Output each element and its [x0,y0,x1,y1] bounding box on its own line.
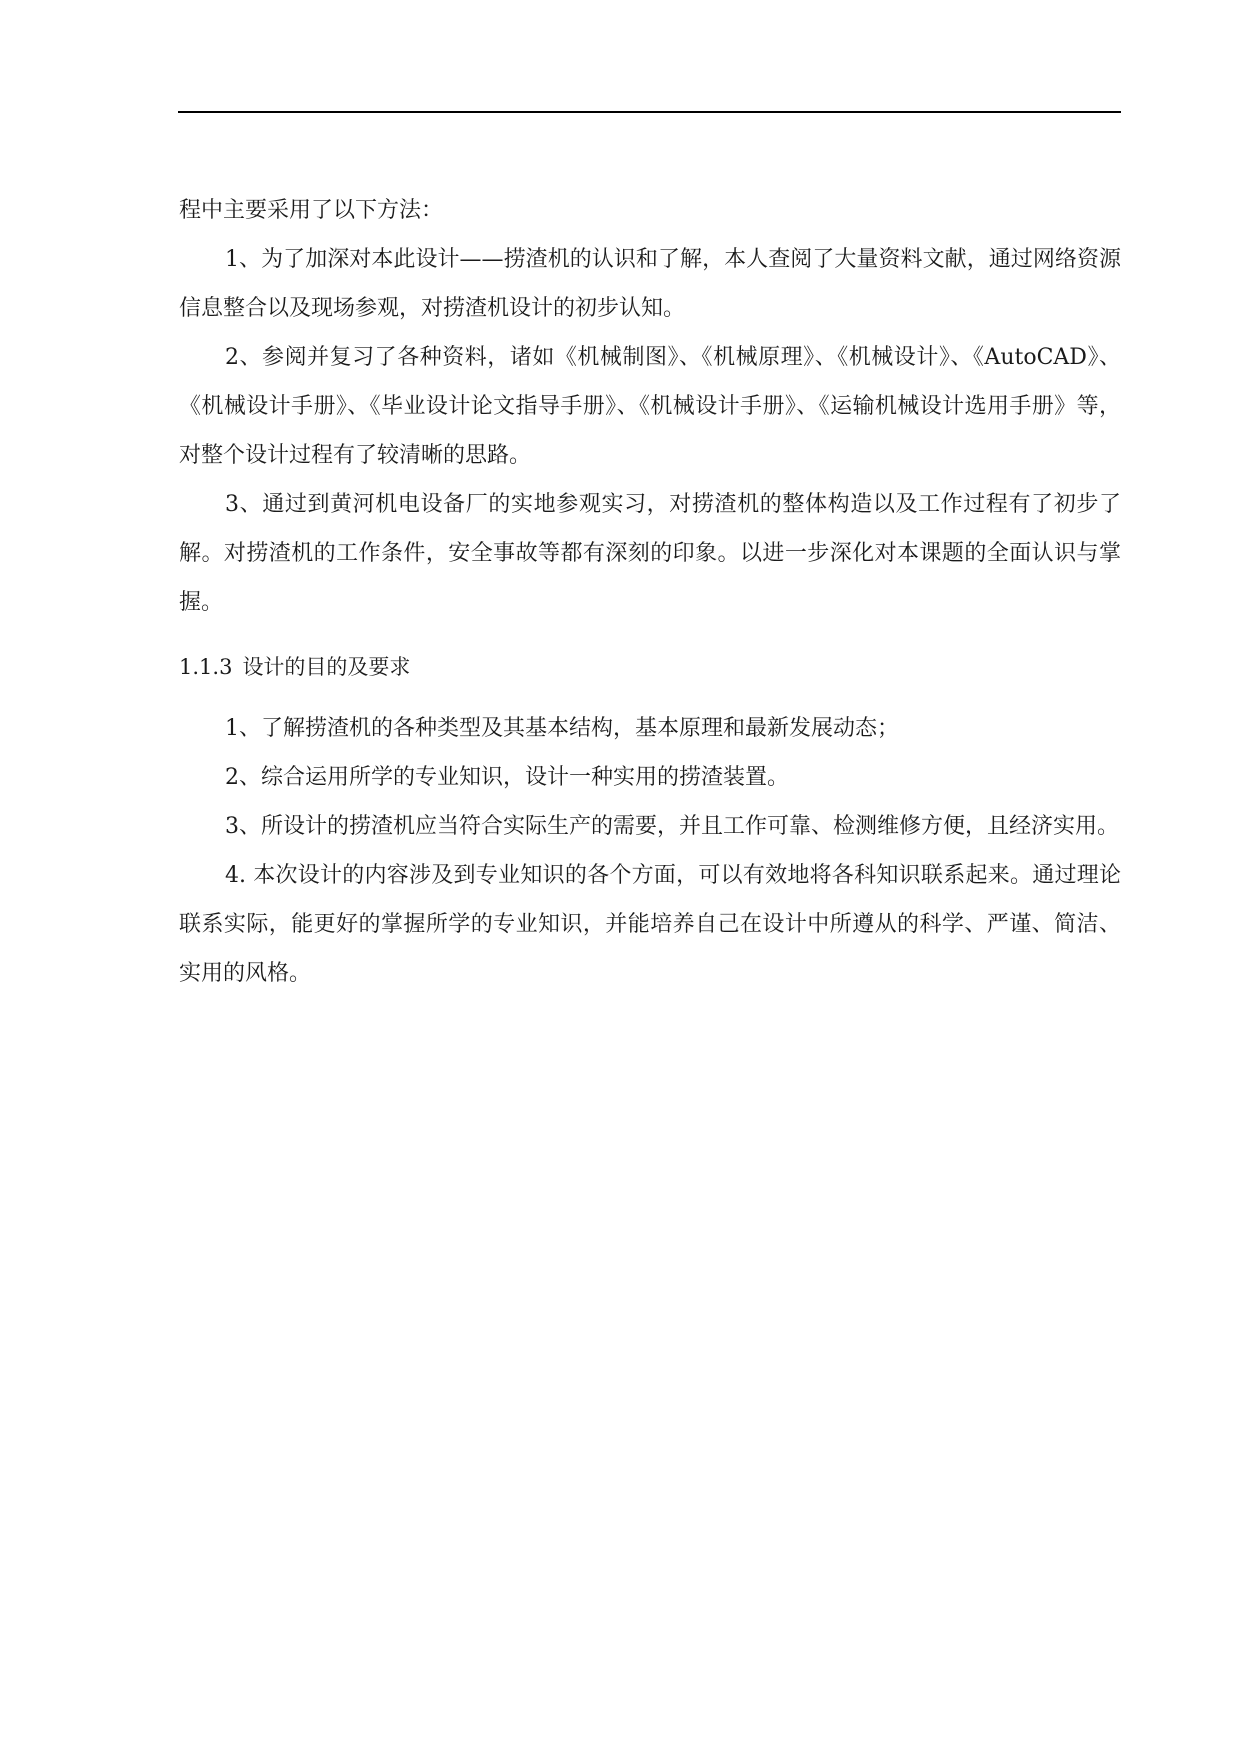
method-item-1: 1、为了加深对本此设计——捞渣机的认识和了解，本人查阅了大量资料文献，通过网络资源信息整合以及现场参观，对捞渣机设计的初步认知。 [179,247,1121,321]
method-item-3: 3、通过到黄河机电设备厂的实地参观实习，对捞渣机的整体构造以及工作过程有了初步了解。对捞渣机的工作条件，安全事故等都有深刻的印象。以进一步深化对本课题的全面认识与掌握。 [179,492,1121,615]
header-rule [178,111,1121,113]
requirement-item-4: 4. 本次设计的内容涉及到专业知识的各个方面，可以有效地将各科知识联系起来。通过理论联系实际，能更好的掌握所学的专业知识，并能培养自己在设计中所遵从的科学、严谨、简洁、实用的风格。 [179,863,1121,986]
section-number: 1.1.3 [179,655,233,679]
requirements-list [179,704,1121,998]
requirement-item-1: 1、了解捞渣机的各种类型及其基本结构，基本原理和最新发展动态； [225,716,899,741]
requirement-item-2: 2、综合运用所学的专业知识，设计一种实用的捞渣装置。 [225,765,789,790]
section-title: 设计的目的及要求 [242,655,411,679]
document-body [179,186,1121,998]
intro-line: 程中主要采用了以下方法： [179,198,444,223]
method-item-2: 2、参阅并复习了各种资料，诸如《机械制图》、《机械原理》、《机械设计》、《AutoCAD》、《机械设计手册》、《毕业设计论文指导手册》、《机械设计手册》、《运输机械设计选用手册》等，对整个设计过程有了较清晰的思路。 [179,345,1121,468]
requirement-item-3: 3、所设计的捞渣机应当符合实际生产的需要，并且工作可靠、检测维修方便，且经济实用。 [225,814,1120,839]
section-heading [179,643,1121,692]
